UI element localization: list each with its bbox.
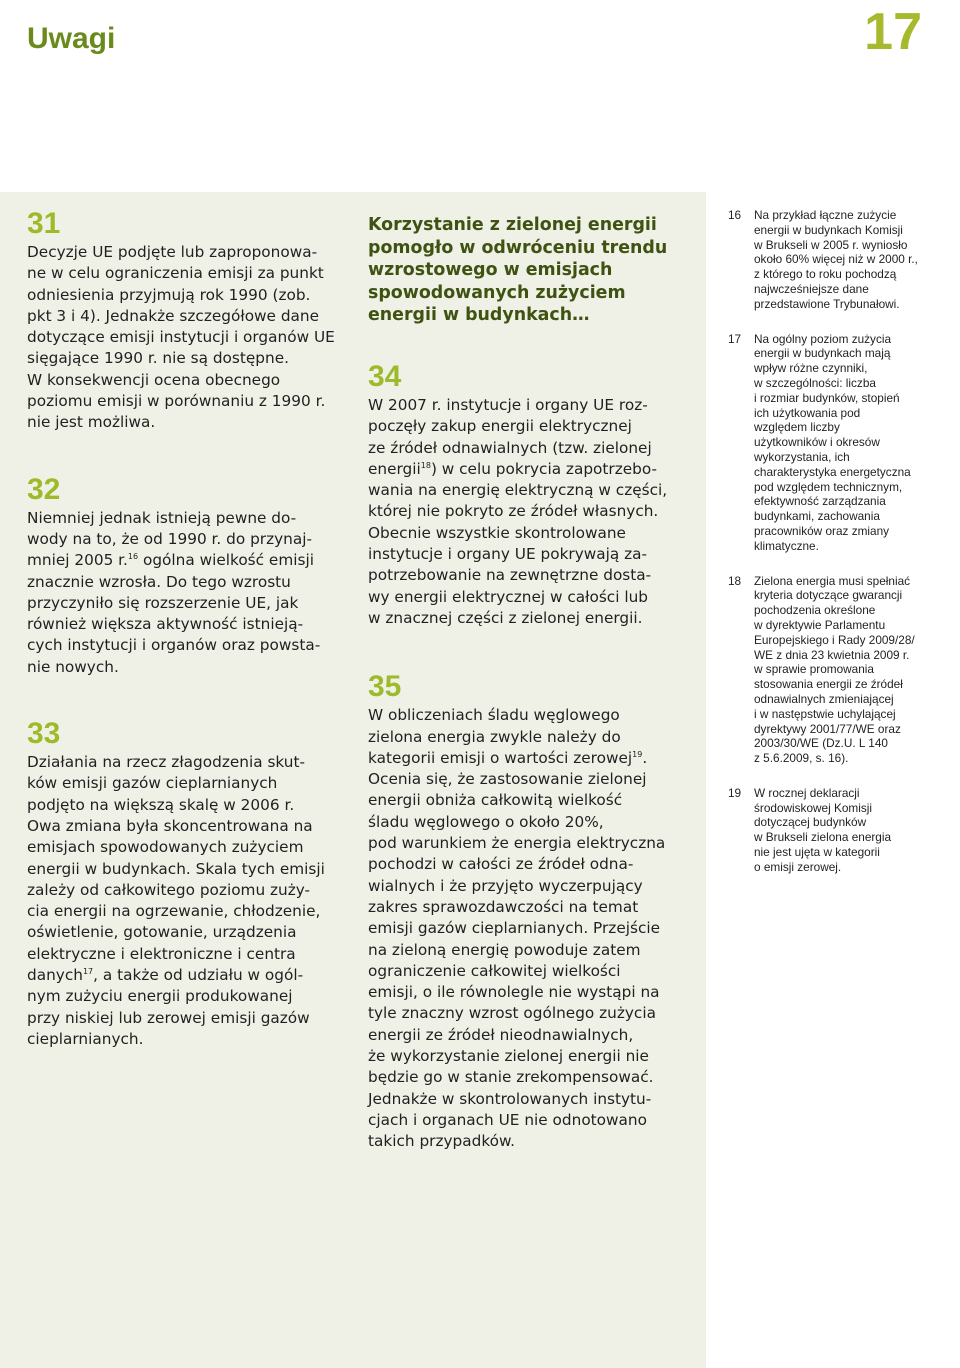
text-segment: ) w celu pokrycia zapotrzebo- wania na energię elektryczną w części, której nie pokryto ze źródeł własnych. Obecnie wszystkie skontrolowane instytucje i organy UE pokrywają za- potrzebowanie na zewnętrzne dosta- wy energii elektrycznej w całości lub w znacznej części z zielonej energii. — [368, 459, 668, 627]
paragraph-text — [368, 395, 680, 629]
footnote-text: Zielona energia musi spełniać kryteria dotyczące gwarancji pochodzenia określone w dyrektywie Parlamentu Europejskiego i Rady 2009/28/ WE z dnia 23 kwietnia 2009 r. w sprawie promowania stosowania energii ze źródeł odnawialnych zmieniającej i w następstwie uchylającej dyrektywy 2001/77/WE oraz 2003/30/WE (Dz.U. L 140 z 5.6.2009, s. 16). — [754, 573, 915, 766]
footnote-ref: 18 — [420, 460, 431, 470]
text-segment: Niemniej jednak istnieją pewne do- wody na to, że od 1990 r. do przynaj- mniej 2005 r. — [27, 508, 312, 570]
text-segment: Działania na rzecz złagodzenia skut- ków emisji gazów cieplarnianych podjęto na większą skalę w 2006 r. Owa zmiana była skoncentrowana na emisjach spowodowanych zużyciem energii w budynkach. Skala tych emisji zależy od całkowitego poziomu zuży- cia energii na ogrzewanie, chłodzenie, oświetlenie, gotowanie, urządzenia elektryczne i elektroniczne i centra danych — [27, 753, 325, 985]
paragraph-32 — [27, 474, 339, 678]
column-1 — [27, 208, 339, 1090]
paragraph-number: 34 — [368, 359, 402, 393]
footnote-ref: 16 — [127, 552, 139, 562]
paragraph-31 — [27, 208, 339, 434]
footnote-number: 18 — [728, 573, 742, 588]
footnote-ref: 17 — [82, 966, 94, 976]
column-2 — [368, 208, 680, 1194]
footnote-ref: 19 — [632, 749, 643, 759]
footnote-text: W rocznej deklaracji środowiskowej Komisji dotyczącej budynków w Brukseli zielona energia nie jest ujęta w kategorii o emisji zerowej. — [754, 785, 892, 874]
text-segment: . Ocenia się, że zastosowanie zielonej energii obniża całkowitą wielkość śladu węglowego o około 20%, pod warunkiem że energia elektryczna pochodzi w całości ze źródeł odna- wialnych i że przyjęto wyczerpujący zakres sprawozdawczości na temat emisji gazów cieplarnianych. Przejście na zieloną energię powoduje zatem ograniczenie całkowitej wielkości emisji, o ile równolegle nie wystąpi na tyle znaczny wzrost ogólnego zużycia energii ze źródeł nieodnawialnych, że wykorzystanie zielonej energii nie będzie go w stanie zrekompensować. Jednakże w skontrolowanych instytu- cjach i organach UE nie odnotowano takich przypadków. — [368, 748, 666, 1151]
paragraph-text — [368, 705, 680, 1152]
section-headline: Korzystanie z zielonej energii pomogło w odwróceniu trendu wzrostowego w emisjach spowodowanych zużyciem energii w budynkach… — [368, 215, 668, 326]
paragraph-34 — [368, 361, 680, 629]
paragraph-number: 31 — [27, 207, 61, 240]
footnote — [728, 208, 942, 312]
footnote-number: 17 — [728, 331, 742, 346]
footnote-text: Na ogólny poziom zużycia energii w budynkach mają wpływ różne czynniki, w szczególności: liczba i rozmiar budynków, stopień ich użytkowania pod względem liczby użytkowników i okresów wykorzystania, ich charakterystyka energetyczna pod względem technicznym, efektywność zarządzania budynkami, zachowania pracowników oraz zmiany klimatyczne. — [754, 331, 911, 553]
footnotes-column — [728, 208, 942, 895]
text-segment: ogólna wielkość emisji znacznie wzrosła. Do tego wzrostu przyczyniło się rozszerzenie UE, jak również większa aktywność istnieją- cych instytucji i organów oraz powsta- nie nowych. — [27, 551, 321, 676]
footnote — [728, 574, 942, 766]
footnote-number: 16 — [728, 208, 742, 222]
text-segment: W 2007 r. instytucje i organy UE roz- poczęły zakup energii elektrycznej ze źródeł odnawialnych (tzw. zielonej energii — [368, 395, 652, 478]
paragraph-number: 35 — [368, 670, 402, 704]
section-title: Uwagi — [27, 22, 116, 55]
page-number: 17 — [864, 3, 922, 61]
text-segment: W obliczeniach śladu węglowego zielona energia zwykle należy do kategorii emisji o wartości zerowej — [368, 706, 633, 767]
text-segment: , a także od udziału w ogól- nym zużyciu energii produkowanej przy niskiej lub zerowej emisji gazów cieplarnianych. — [27, 966, 310, 1048]
footnote-number: 19 — [728, 785, 742, 800]
paragraph-number: 32 — [27, 472, 61, 506]
paragraph-33 — [27, 718, 339, 1050]
footnote — [728, 332, 942, 554]
paragraph-number: 33 — [27, 717, 61, 751]
paragraph-text — [27, 508, 339, 678]
footnote-text: Na przykład łączne zużycie energii w budynkach Komisji w Brukseli w 2005 r. wyniosło około 60% więcej niż w 2000 r., z którego to roku pochodzą najwcześniejsze dane przedstawione Trybunałowi. — [754, 208, 918, 311]
paragraph-text: Decyzje UE podjęte lub zaproponowa- ne w celu ograniczenia emisji za punkt odniesienia przyjmują rok 1990 (zob. pkt 3 i 4). Jednakże szczegółowe dane dotyczące emisji instytucji i organów UE sięgające 1990 r. nie są dostępne. W konsekwencji ocena obecnego poziomu emisji w porównaniu z 1990 r. nie jest możliwa. — [27, 243, 335, 432]
paragraph-text — [27, 752, 339, 1050]
paragraph-35 — [368, 671, 680, 1152]
footnote — [728, 786, 942, 875]
